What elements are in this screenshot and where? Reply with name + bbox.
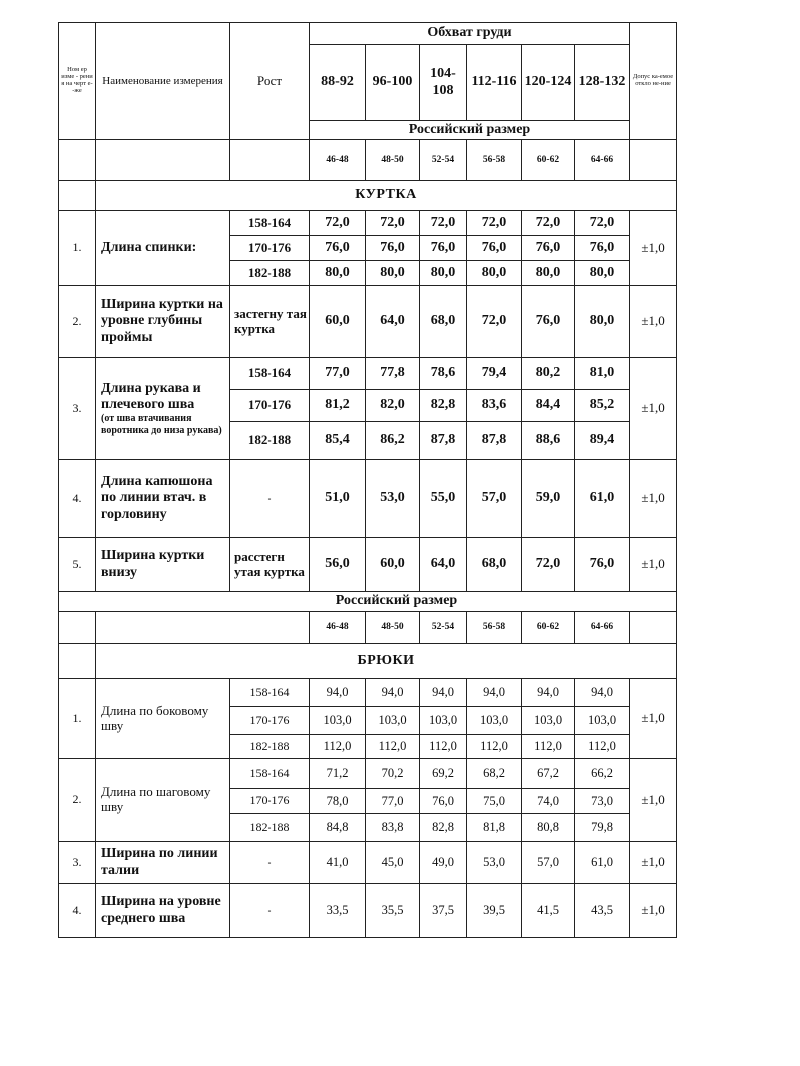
measurement-name: Длина спинки: <box>96 211 230 286</box>
value-cell: 37,5 <box>420 884 467 938</box>
value-cell: 81,2 <box>310 390 366 422</box>
value-cell: 82,8 <box>420 390 467 422</box>
tolerance-value: ±1,0 <box>630 538 677 592</box>
value-cell: 72,0 <box>522 538 575 592</box>
growth-value: 158-164 <box>230 358 310 390</box>
value-cell: 56,0 <box>310 538 366 592</box>
chest-header: Обхват груди <box>310 23 630 45</box>
value-cell: 85,4 <box>310 422 366 460</box>
value-cell: 51,0 <box>310 460 366 538</box>
value-cell: 94,0 <box>575 679 630 707</box>
value-cell: 76,0 <box>575 236 630 261</box>
growth-value: 182-188 <box>230 261 310 286</box>
value-cell: 103,0 <box>420 707 467 735</box>
value-cell: 87,8 <box>467 422 522 460</box>
value-cell: 60,0 <box>366 538 420 592</box>
value-cell: 76,0 <box>522 236 575 261</box>
measurement-name: Длина рукава и плечевого шва <box>101 380 201 412</box>
value-cell: 61,0 <box>575 842 630 884</box>
chest-size: 128-132 <box>575 45 630 121</box>
value-cell: 68,0 <box>467 538 522 592</box>
value-cell: 80,0 <box>575 286 630 358</box>
value-cell: 41,5 <box>522 884 575 938</box>
value-cell: 112,0 <box>420 735 467 759</box>
value-cell: 33,5 <box>310 884 366 938</box>
row-number: 5. <box>59 538 96 592</box>
growth-value: 170-176 <box>230 390 310 422</box>
value-cell: 84,8 <box>310 814 366 842</box>
value-cell: 83,6 <box>467 390 522 422</box>
value-cell: 53,0 <box>366 460 420 538</box>
value-cell: 112,0 <box>366 735 420 759</box>
value-cell: 72,0 <box>522 211 575 236</box>
tolerance-value: ±1,0 <box>630 460 677 538</box>
tolerance-value: ±1,0 <box>630 842 677 884</box>
ru-size: 60-62 <box>522 140 575 181</box>
ru-size: 48-50 <box>366 612 420 644</box>
ru-size: 52-54 <box>420 612 467 644</box>
chest-size: 88-92 <box>310 45 366 121</box>
growth-value: 182-188 <box>230 814 310 842</box>
ru-size: 52-54 <box>420 140 467 181</box>
value-cell: 71,2 <box>310 759 366 789</box>
value-cell: 112,0 <box>310 735 366 759</box>
row-number: 3. <box>59 358 96 460</box>
value-cell: 57,0 <box>467 460 522 538</box>
value-cell: 94,0 <box>310 679 366 707</box>
value-cell: 76,0 <box>420 789 467 814</box>
size-table <box>58 22 677 938</box>
growth-value: 158-164 <box>230 759 310 789</box>
value-cell: 76,0 <box>310 236 366 261</box>
value-cell: 77,8 <box>366 358 420 390</box>
value-cell: 80,0 <box>522 261 575 286</box>
value-cell: 85,2 <box>575 390 630 422</box>
tolerance-value: ±1,0 <box>630 759 677 842</box>
value-cell: 80,2 <box>522 358 575 390</box>
ru-size: 64-66 <box>575 612 630 644</box>
value-cell: 94,0 <box>467 679 522 707</box>
value-cell: 94,0 <box>522 679 575 707</box>
value-cell: 76,0 <box>522 286 575 358</box>
measurement-name: Длина по боковому шву <box>96 679 230 759</box>
section-title-jacket: КУРТКА <box>96 181 677 211</box>
chest-size: 96-100 <box>366 45 420 121</box>
value-cell: 80,0 <box>366 261 420 286</box>
growth-value: 158-164 <box>230 679 310 707</box>
value-cell: 64,0 <box>366 286 420 358</box>
value-cell: 103,0 <box>467 707 522 735</box>
value-cell: 75,0 <box>467 789 522 814</box>
value-cell: 79,4 <box>467 358 522 390</box>
value-cell: 103,0 <box>575 707 630 735</box>
value-cell: 112,0 <box>467 735 522 759</box>
measurement-name: Ширина по линии талии <box>96 842 230 884</box>
value-cell: 64,0 <box>420 538 467 592</box>
value-cell: 77,0 <box>366 789 420 814</box>
value-cell: 49,0 <box>420 842 467 884</box>
section-title-trousers: БРЮКИ <box>96 644 677 679</box>
value-cell: 80,8 <box>522 814 575 842</box>
value-cell: 45,0 <box>366 842 420 884</box>
value-cell: 80,0 <box>467 261 522 286</box>
row-number: 2. <box>59 286 96 358</box>
value-cell: 103,0 <box>366 707 420 735</box>
growth-value: 158-164 <box>230 211 310 236</box>
ru-size-label: Российский размер <box>310 121 630 140</box>
tolerance-header: Допус ка-емое откло не-ние <box>630 23 677 140</box>
value-cell: 77,0 <box>310 358 366 390</box>
value-cell: 80,0 <box>420 261 467 286</box>
value-cell: 87,8 <box>420 422 467 460</box>
value-cell: 86,2 <box>366 422 420 460</box>
growth-value: расстегн утая куртка <box>230 538 310 592</box>
value-cell: 41,0 <box>310 842 366 884</box>
value-cell: 81,0 <box>575 358 630 390</box>
value-cell: 61,0 <box>575 460 630 538</box>
growth-header: Рост <box>230 23 310 140</box>
value-cell: 57,0 <box>522 842 575 884</box>
tolerance-value: ±1,0 <box>630 884 677 938</box>
ru-size: 60-62 <box>522 612 575 644</box>
ru-size-label: Российский размер <box>59 592 677 612</box>
growth-value: - <box>230 460 310 538</box>
value-cell: 78,6 <box>420 358 467 390</box>
tolerance-value: ±1,0 <box>630 358 677 460</box>
value-cell: 39,5 <box>467 884 522 938</box>
ru-size: 48-50 <box>366 140 420 181</box>
ru-size: 56-58 <box>467 140 522 181</box>
value-cell: 112,0 <box>522 735 575 759</box>
value-cell: 76,0 <box>366 236 420 261</box>
value-cell: 55,0 <box>420 460 467 538</box>
value-cell: 103,0 <box>522 707 575 735</box>
ru-size: 46-48 <box>310 612 366 644</box>
value-cell: 72,0 <box>467 286 522 358</box>
value-cell: 89,4 <box>575 422 630 460</box>
value-cell: 68,2 <box>467 759 522 789</box>
row-number: 4. <box>59 460 96 538</box>
growth-value: 170-176 <box>230 707 310 735</box>
measurement-name: Ширина куртки на уровне глубины проймы <box>96 286 230 358</box>
value-cell: 76,0 <box>575 538 630 592</box>
measurement-name-cell <box>96 358 230 460</box>
value-cell: 82,8 <box>420 814 467 842</box>
value-cell: 94,0 <box>420 679 467 707</box>
row-number: 1. <box>59 211 96 286</box>
value-cell: 78,0 <box>310 789 366 814</box>
ru-size: 56-58 <box>467 612 522 644</box>
value-cell: 66,2 <box>575 759 630 789</box>
value-cell: 60,0 <box>310 286 366 358</box>
tolerance-value: ±1,0 <box>630 211 677 286</box>
value-cell: 83,8 <box>366 814 420 842</box>
value-cell: 82,0 <box>366 390 420 422</box>
measurement-name: Ширина куртки внизу <box>96 538 230 592</box>
value-cell: 103,0 <box>310 707 366 735</box>
value-cell: 76,0 <box>420 236 467 261</box>
growth-value: застегну тая куртка <box>230 286 310 358</box>
ru-size: 64-66 <box>575 140 630 181</box>
value-cell: 88,6 <box>522 422 575 460</box>
value-cell: 72,0 <box>366 211 420 236</box>
name-header: Наименование измерения <box>96 23 230 140</box>
measurement-name: Длина по шаговому шву <box>96 759 230 842</box>
value-cell: 72,0 <box>420 211 467 236</box>
value-cell: 79,8 <box>575 814 630 842</box>
value-cell: 76,0 <box>467 236 522 261</box>
chest-size: 120-124 <box>522 45 575 121</box>
growth-value: 170-176 <box>230 789 310 814</box>
growth-value: 182-188 <box>230 422 310 460</box>
growth-value: - <box>230 884 310 938</box>
chest-size: 112-116 <box>467 45 522 121</box>
value-cell: 80,0 <box>575 261 630 286</box>
tolerance-value: ±1,0 <box>630 679 677 759</box>
value-cell: 94,0 <box>366 679 420 707</box>
value-cell: 53,0 <box>467 842 522 884</box>
value-cell: 67,2 <box>522 759 575 789</box>
value-cell: 80,0 <box>310 261 366 286</box>
num-header: Ном ер изме - рени я на черт е--же <box>59 23 96 140</box>
value-cell: 74,0 <box>522 789 575 814</box>
growth-value: - <box>230 842 310 884</box>
row-number: 3. <box>59 842 96 884</box>
row-number: 4. <box>59 884 96 938</box>
row-number: 2. <box>59 759 96 842</box>
growth-value: 170-176 <box>230 236 310 261</box>
value-cell: 72,0 <box>467 211 522 236</box>
value-cell: 35,5 <box>366 884 420 938</box>
measurement-note: (от шва втачивания воротника до низа рукава) <box>101 413 222 436</box>
tolerance-value: ±1,0 <box>630 286 677 358</box>
value-cell: 69,2 <box>420 759 467 789</box>
value-cell: 72,0 <box>575 211 630 236</box>
growth-value: 182-188 <box>230 735 310 759</box>
value-cell: 81,8 <box>467 814 522 842</box>
value-cell: 70,2 <box>366 759 420 789</box>
measurement-name: Ширина на уровне среднего шва <box>96 884 230 938</box>
value-cell: 84,4 <box>522 390 575 422</box>
chest-size: 104-108 <box>420 45 467 121</box>
measurement-name: Длина капюшона по линии втач. в горловину <box>96 460 230 538</box>
value-cell: 72,0 <box>310 211 366 236</box>
row-number: 1. <box>59 679 96 759</box>
ru-size: 46-48 <box>310 140 366 181</box>
value-cell: 68,0 <box>420 286 467 358</box>
value-cell: 59,0 <box>522 460 575 538</box>
value-cell: 112,0 <box>575 735 630 759</box>
value-cell: 43,5 <box>575 884 630 938</box>
value-cell: 73,0 <box>575 789 630 814</box>
